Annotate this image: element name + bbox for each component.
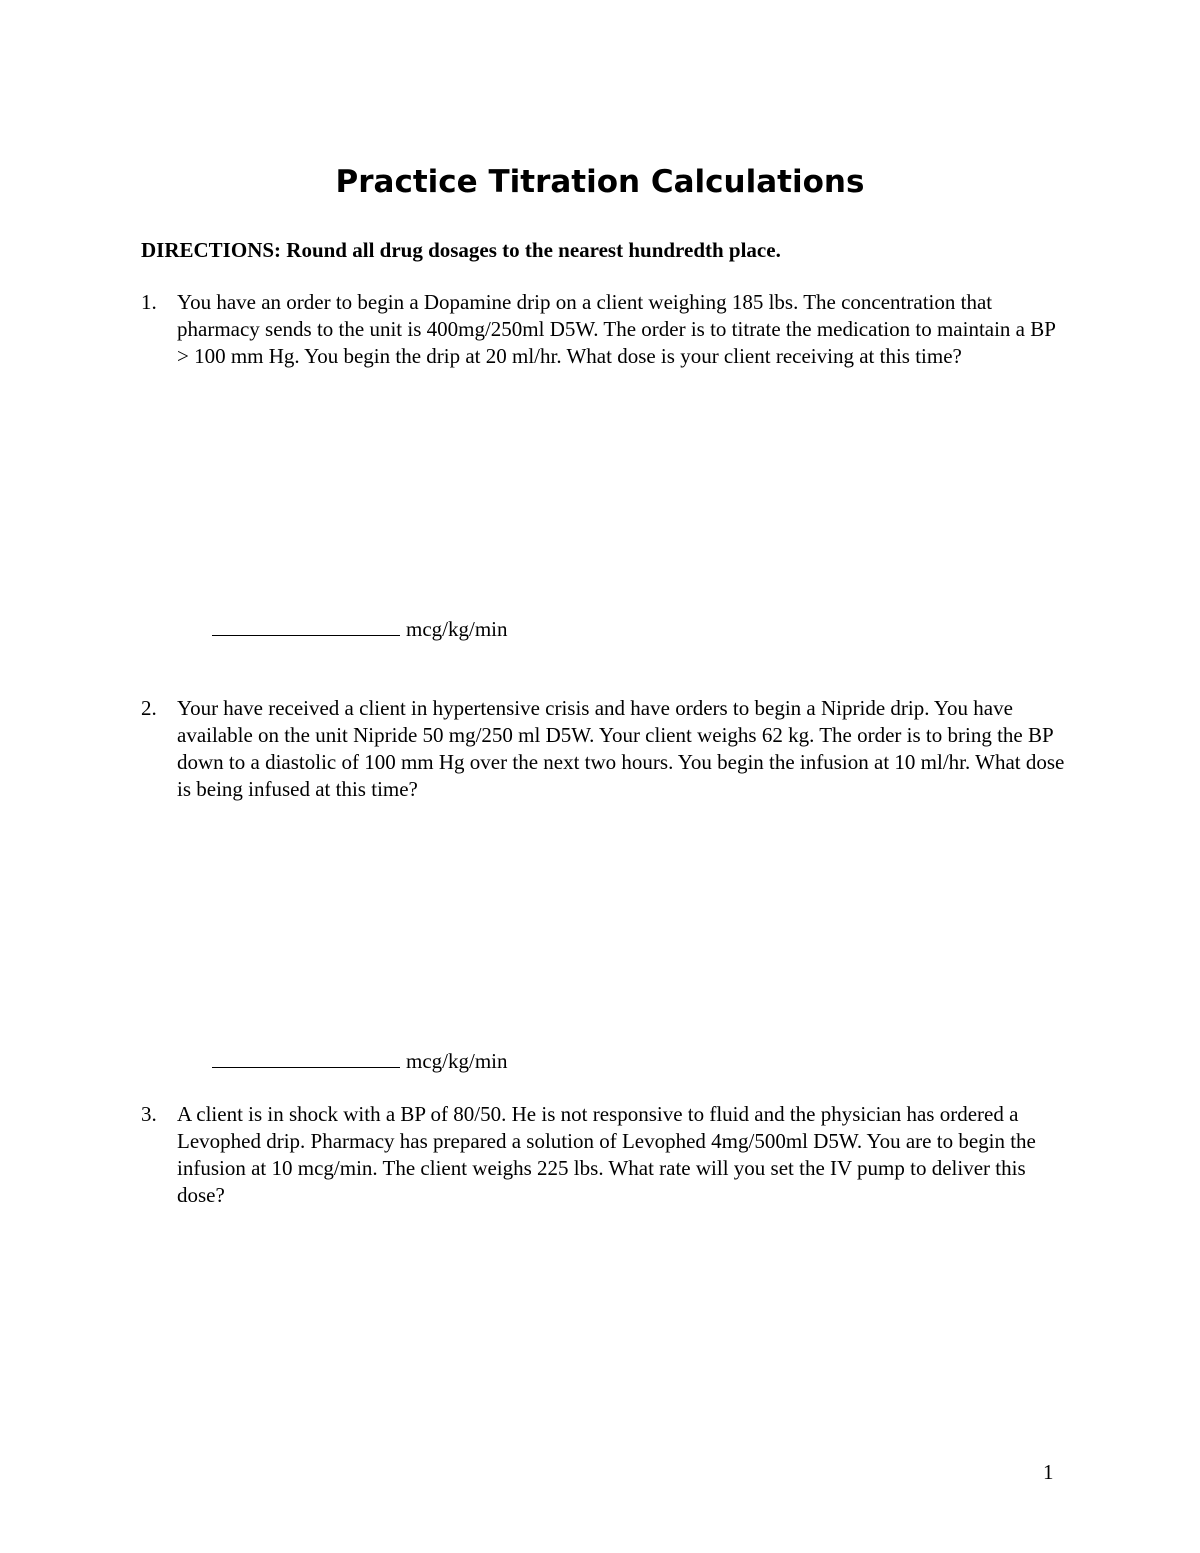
- answer-line-1: [212, 615, 508, 643]
- answer-unit: mcg/kg/min: [406, 617, 508, 641]
- question-1: [141, 289, 1071, 370]
- question-text: Your have received a client in hypertensive crisis and have orders to begin a Nipride drip. You have available on the unit Nipride 50 mg/250 ml D5W. Your client weighs 62 kg. The order is to bring the BP down to a diastolic of 100 mm Hg over the next two hours. You begin the infusion at 10 ml/hr. What dose is being infused at this time?: [177, 696, 1065, 801]
- directions-text: DIRECTIONS: Round all drug dosages to the nearest hundredth place.: [141, 238, 781, 262]
- question-text: You have an order to begin a Dopamine drip on a client weighing 185 lbs. The concentration that pharmacy sends to the unit is 400mg/250ml D5W. The order is to titrate the medication to maintain a BP > 100 mm Hg. You begin the drip at 20 ml/hr. What dose is your client receiving at this time?: [177, 290, 1056, 368]
- answer-blank[interactable]: [212, 1047, 400, 1068]
- page-title: Practice Titration Calculations: [335, 164, 865, 200]
- question-number: 2.: [141, 696, 157, 720]
- page-number: 1: [1043, 1460, 1054, 1484]
- question-text: A client is in shock with a BP of 80/50. He is not responsive to fluid and the physician has ordered a Levophed drip. Pharmacy has prepared a solution of Levophed 4mg/500ml D5W. You are to begin the infusion at 10 mcg/min. The client weighs 225 lbs. What rate will you set the IV pump to deliver this dose?: [177, 1102, 1036, 1207]
- question-number: 3.: [141, 1102, 157, 1126]
- answer-line-2: [212, 1047, 508, 1075]
- question-number: 1.: [141, 290, 157, 314]
- answer-unit: mcg/kg/min: [406, 1049, 508, 1073]
- answer-blank[interactable]: [212, 615, 400, 636]
- question-2: [141, 695, 1071, 803]
- question-3: [141, 1101, 1071, 1209]
